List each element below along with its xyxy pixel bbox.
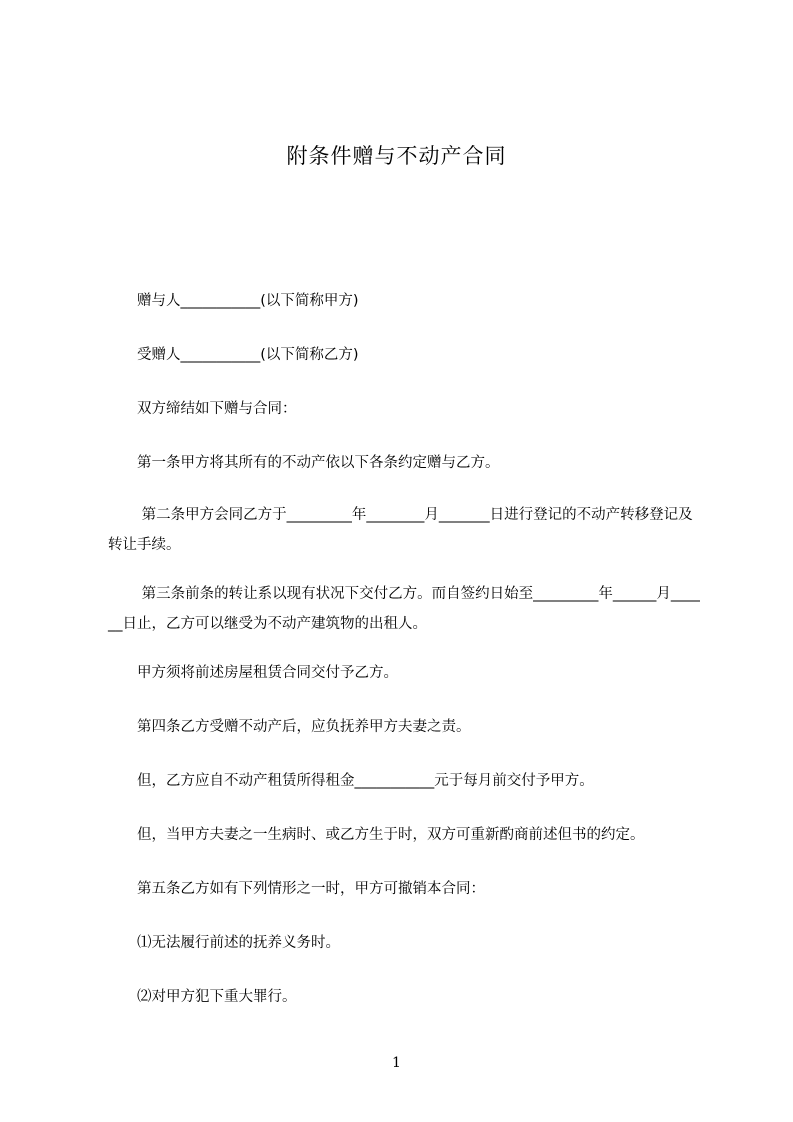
paragraph-donor: 赠与人___________(以下简称甲方) [137, 293, 359, 309]
paragraph-article-4: 第四条乙方受赠不动产后，应负抚养甲方夫妻之责。 [137, 719, 471, 735]
paragraph-intro: 双方缔结如下赠与合同： [137, 401, 297, 417]
list-item: ⑵对甲方犯下重大罪行。 [137, 989, 297, 1005]
paragraph-article-1: 第一条甲方将其所有的不动产依以下各条约定赠与乙方。 [137, 455, 500, 471]
paragraph-proviso: 但，当甲方夫妻之一生病时、或乙方生于时，双方可重新酌商前述但书的约定。 [137, 827, 645, 843]
page-title: 附条件赠与不动产合同 [286, 144, 507, 168]
page-number: 1 [392, 1055, 401, 1071]
list-item: ⑴无法履行前述的抚养义务时。 [137, 935, 340, 951]
paragraph-rent-clause: 但，乙方应自不动产租赁所得租金___________元于每月前交付予甲方。 [137, 773, 594, 789]
paragraph-donee: 受赠人___________(以下简称乙方) [137, 347, 359, 363]
paragraph-lease-handover: 甲方须将前述房屋租赁合同交付予乙方。 [137, 665, 398, 681]
paragraph-article-5: 第五条乙方如有下列情形之一时，甲方可撤销本合同： [137, 881, 485, 897]
paragraph-article-2: 第二条甲方会同乙方于_________年________月_______日进行登记的不动产转移登记及转让手续。 [108, 507, 693, 553]
paragraph-article-3: 第三条前条的转让系以现有状况下交付乙方。而自签约日始至_________年______月______日止，乙方可以继受为不动产建筑物的出租人。 [108, 586, 700, 632]
